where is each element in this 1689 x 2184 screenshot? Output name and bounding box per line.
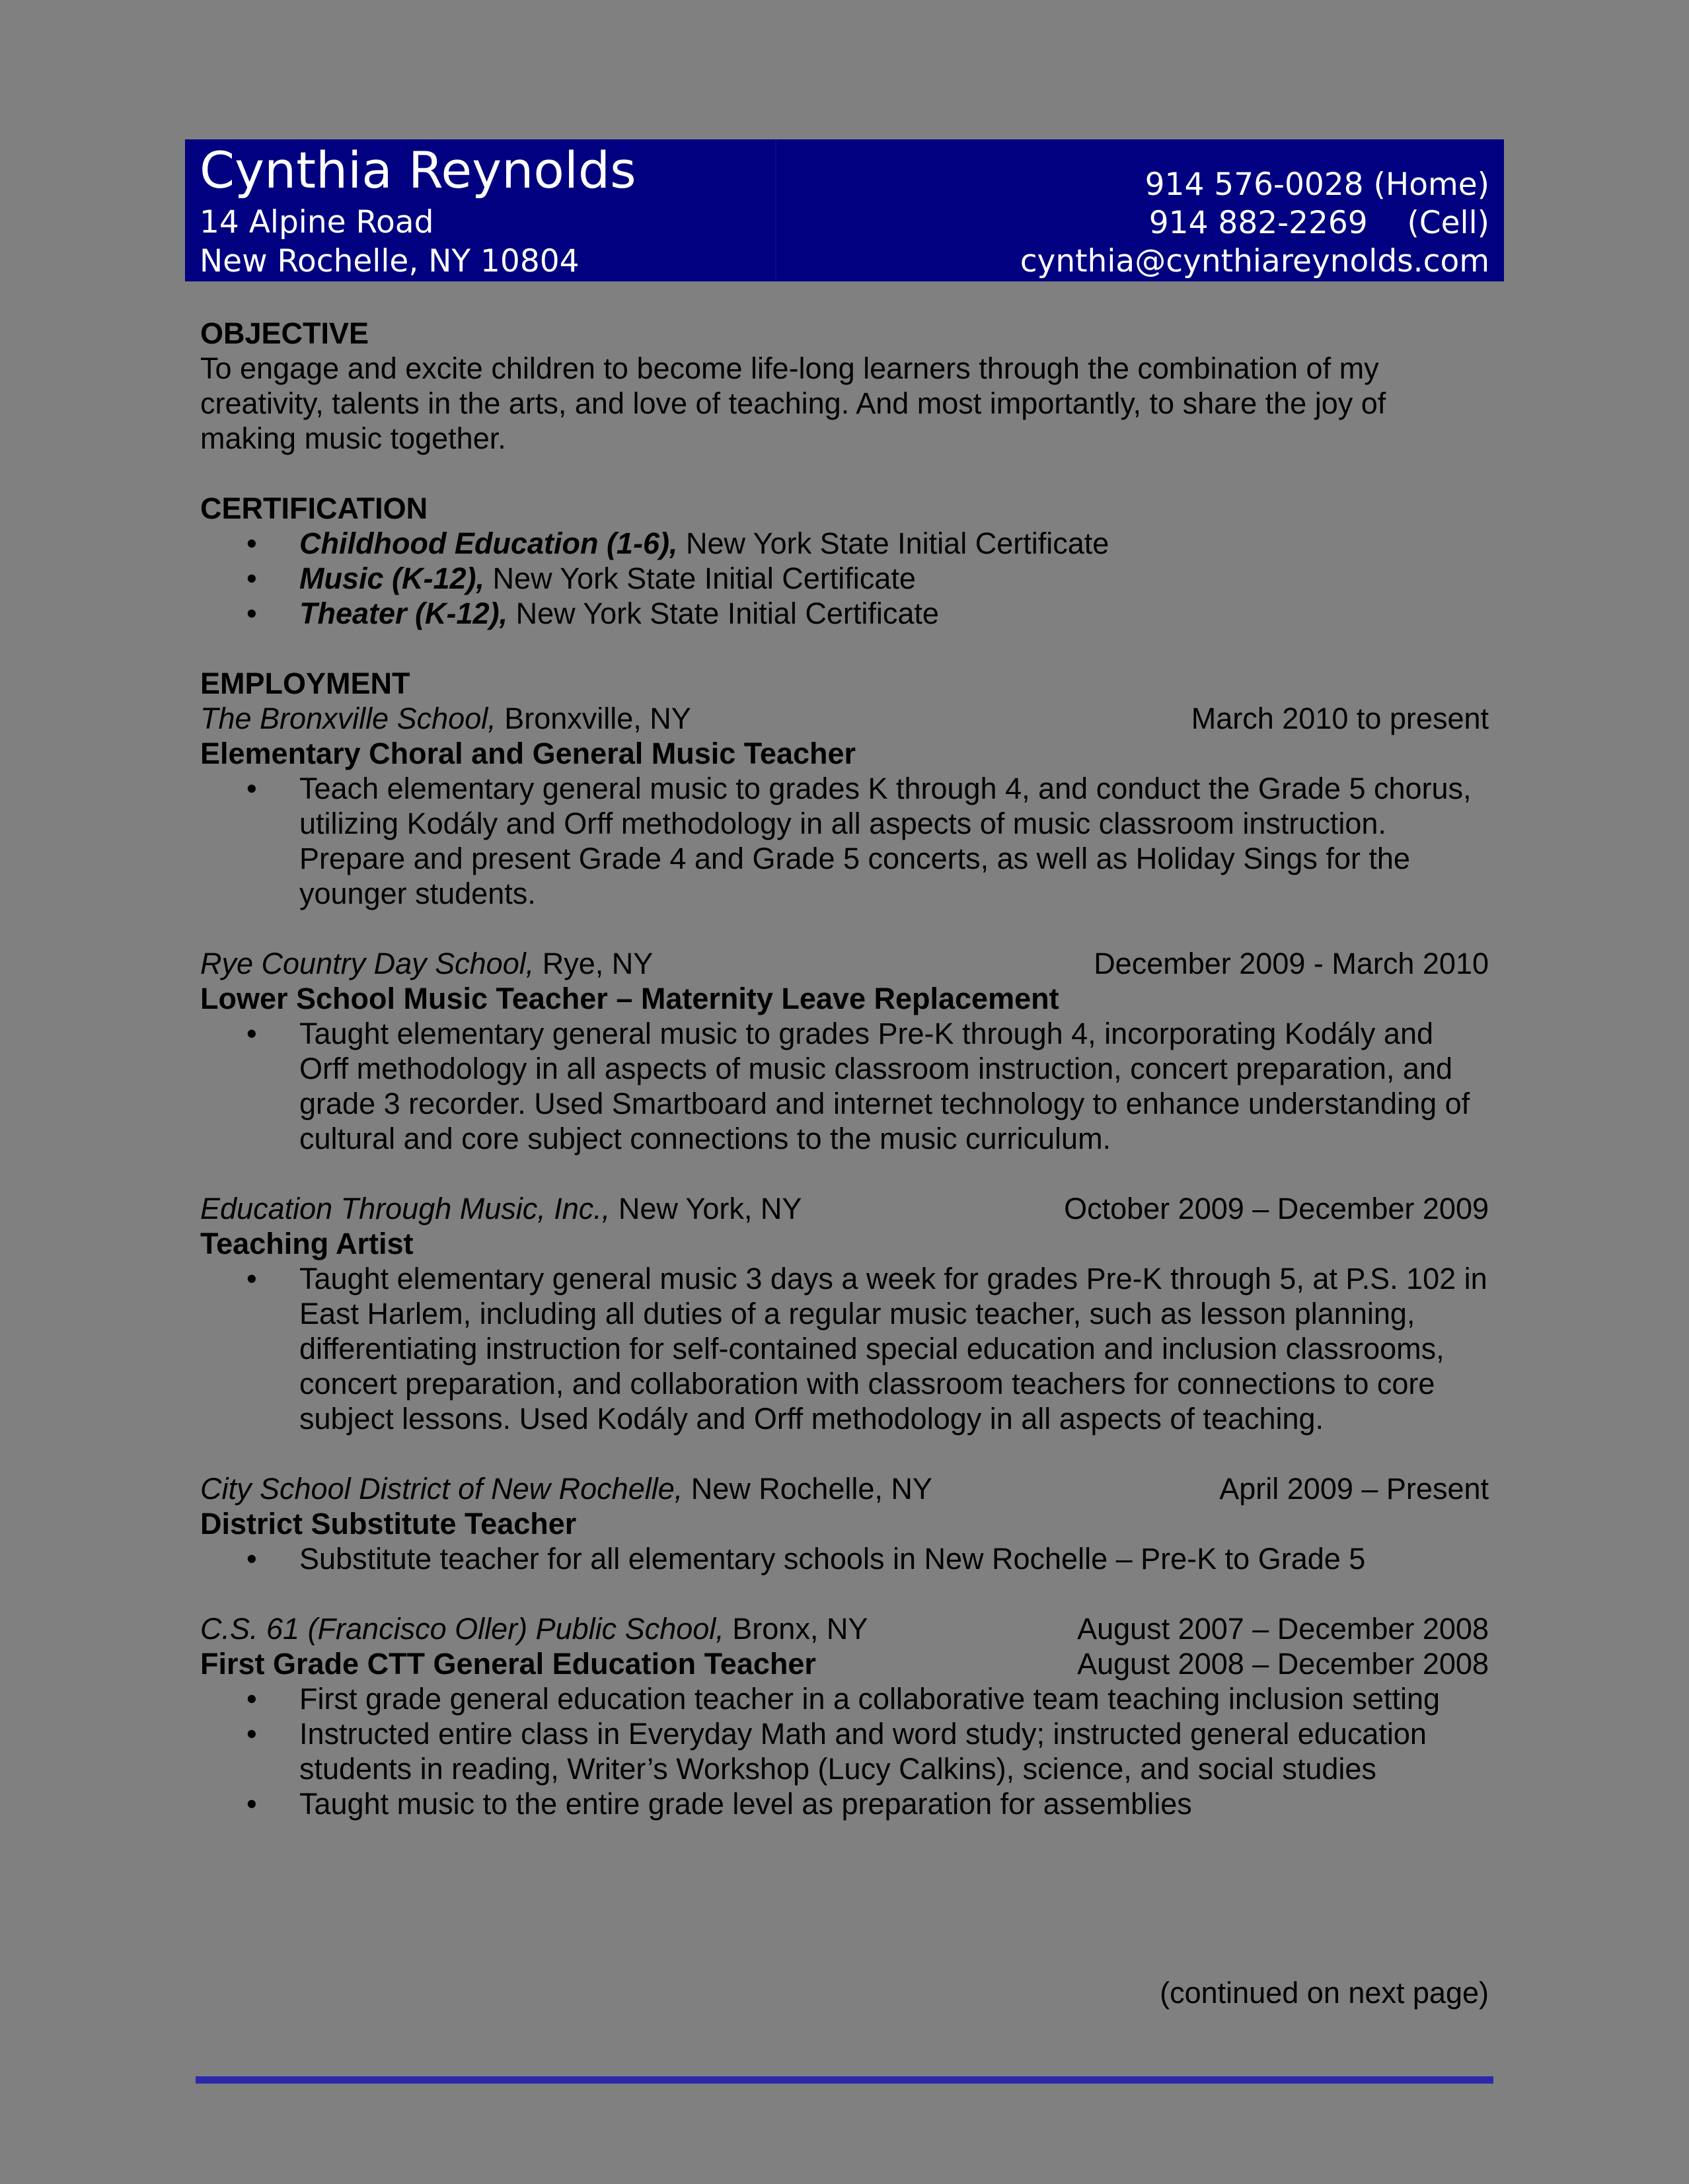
job-dates: December 2009 - March 2010 [1094,947,1489,980]
candidate-name: Cynthia Reynolds [200,141,636,200]
objective-text: To engage and excite children to become life-long learners through the combination of my creativity, talents in the arts, and love of teaching. And most importantly, to share the joy of making music together. [200,351,1386,455]
header-divider [775,139,776,281]
job-header [200,946,1489,981]
job-title: Lower School Music Teacher – Maternity Leave Replacement [200,982,1059,1015]
job-bullet: • Instructed entire class in Everyday Math and word study; instructed general education students in reading, Writer’s Workshop (Lucy Calkins), science, and social studies [200,1716,1489,1786]
job-header [200,1471,1489,1506]
resume-body [200,316,1489,1821]
cert-title: Theater (K-12), [299,597,508,630]
job-employer: Education Through Music, Inc., [200,1192,611,1225]
job-title-row [200,1646,1489,1681]
objective-heading: OBJECTIVE [200,316,369,350]
phone-cell: 914 882-2269 (Cell) [1148,205,1489,241]
job-title: Teaching Artist [200,1227,414,1260]
job-bullet: • Substitute teacher for all elementary schools in New Rochelle – Pre-K to Grade 5 [200,1541,1489,1576]
job-title-dates: August 2008 – December 2008 [1077,1647,1489,1681]
job-location: New York, NY [610,1192,802,1225]
job-header [200,1611,1489,1646]
phone-home: 914 576-0028 (Home) [1145,166,1489,203]
job-bullet-text: Taught music to the entire grade level as preparation for assemblies [299,1787,1192,1821]
cert-detail: New York State Initial Certificate [677,527,1109,560]
job-dates: October 2009 – December 2009 [1064,1192,1489,1225]
employment-heading: EMPLOYMENT [200,667,410,700]
job-location: New Rochelle, NY [683,1472,932,1506]
cert-detail: New York State Initial Certificate [484,562,916,595]
address-line-1: 14 Alpine Road [200,204,434,240]
cert-title: Childhood Education (1-6), [299,527,678,560]
job-header [200,701,1489,736]
job-employer: The Bronxville School, [200,702,496,735]
address-line-2: New Rochelle, NY 10804 [200,243,580,279]
job-location: Rye, NY [534,947,654,980]
certification-item: • Childhood Education (1-6), New York State Initial Certificate [246,527,1109,560]
job-employer: City School District of New Rochelle, [200,1472,683,1506]
job-title: Elementary Choral and General Music Teacher [200,737,856,770]
job-bullet-text: Taught elementary general music to grades Pre-K through 4, incorporating Kodály and Orff methodology in all aspects of music classroom instruction, concert preparation, and grade 3 recorder. Used Smartboard and internet technology to enhance understanding of cultural and core subject connections to the music curriculum. [299,1017,1470,1155]
job-bullet: • First grade general education teacher in a collaborative team teaching inclusion setting [200,1681,1489,1716]
job-bullet: • Taught elementary general music 3 days a week for grades Pre-K through 5, at P.S. 102 in East Harlem, including all duties of a regular music teacher, such as lesson planning, differentiating instruction for self-contained special education and inclusion classrooms, concert preparation, and collaboration with classroom teachers for connections to core subject lessons. Used Kodály and Orff methodology in all aspects of teaching. [200,1261,1489,1436]
cert-title: Music (K-12), [299,562,485,595]
job-bullet: • Teach elementary general music to grades K through 4, and conduct the Grade 5 chorus, utilizing Kodály and Orff methodology in all aspects of music classroom instruction. Prepare and present Grade 4 and Grade 5 concerts, as well as Holiday Sings for the younger students. [200,771,1489,911]
footer-rule [196,2076,1493,2084]
job-location: Bronx, NY [724,1612,868,1646]
job-bullet-text: Teach elementary general music to grades K through 4, and conduct the Grade 5 chorus, utilizing Kodály and Orff methodology in all aspects of music classroom instruction. Prepare and present Grade 4 and Grade 5 concerts, as well as Holiday Sings for the younger students. [299,772,1472,910]
job-title: District Substitute Teacher [200,1507,577,1541]
certification-heading: CERTIFICATION [200,491,428,525]
job-bullet-text: Substitute teacher for all elementary schools in New Rochelle – Pre-K to Grade 5 [299,1542,1366,1576]
email: cynthia@cynthiareynolds.com [1020,243,1489,279]
header-banner [185,139,1504,281]
certification-item: • Theater (K-12), New York State Initial Certificate [246,597,939,630]
continued-note: (continued on next page) [1160,1976,1489,2010]
job-employer: C.S. 61 (Francisco Oller) Public School, [200,1612,724,1646]
job-dates: August 2007 – December 2008 [1077,1612,1489,1646]
job-bullet-text: Instructed entire class in Everyday Math and word study; instructed general education students in reading, Writer’s Workshop (Lucy Calkins), science, and social studies [299,1717,1427,1786]
job-bullet-text: Taught elementary general music 3 days a week for grades Pre-K through 5, at P.S. 102 in East Harlem, including all duties of a regular music teacher, such as lesson planning, differentiating instruction for self-contained special education and inclusion classrooms, concert preparation, and collaboration with classroom teachers for connections to core subject lessons. Used Kodály and Orff methodology in all aspects of teaching. [299,1262,1487,1436]
certification-item: • Music (K-12), New York State Initial Certificate [246,562,916,595]
job-bullet-text: First grade general education teacher in a collaborative team teaching inclusion setting [299,1682,1441,1716]
cert-detail: New York State Initial Certificate [507,597,939,630]
job-employer: Rye Country Day School, [200,947,535,980]
job-bullet: • Taught music to the entire grade level as preparation for assemblies [200,1786,1489,1821]
job-dates: April 2009 – Present [1219,1472,1489,1506]
job-location: Bronxville, NY [496,702,691,735]
job-bullet: • Taught elementary general music to grades Pre-K through 4, incorporating Kodály and Orff methodology in all aspects of music classroom instruction, concert preparation, and grade 3 recorder. Used Smartboard and internet technology to enhance understanding of cultural and core subject connections to the music curriculum. [200,1016,1489,1156]
job-title: First Grade CTT General Education Teacher [200,1647,816,1681]
job-header [200,1191,1489,1226]
job-dates: March 2010 to present [1191,702,1489,735]
